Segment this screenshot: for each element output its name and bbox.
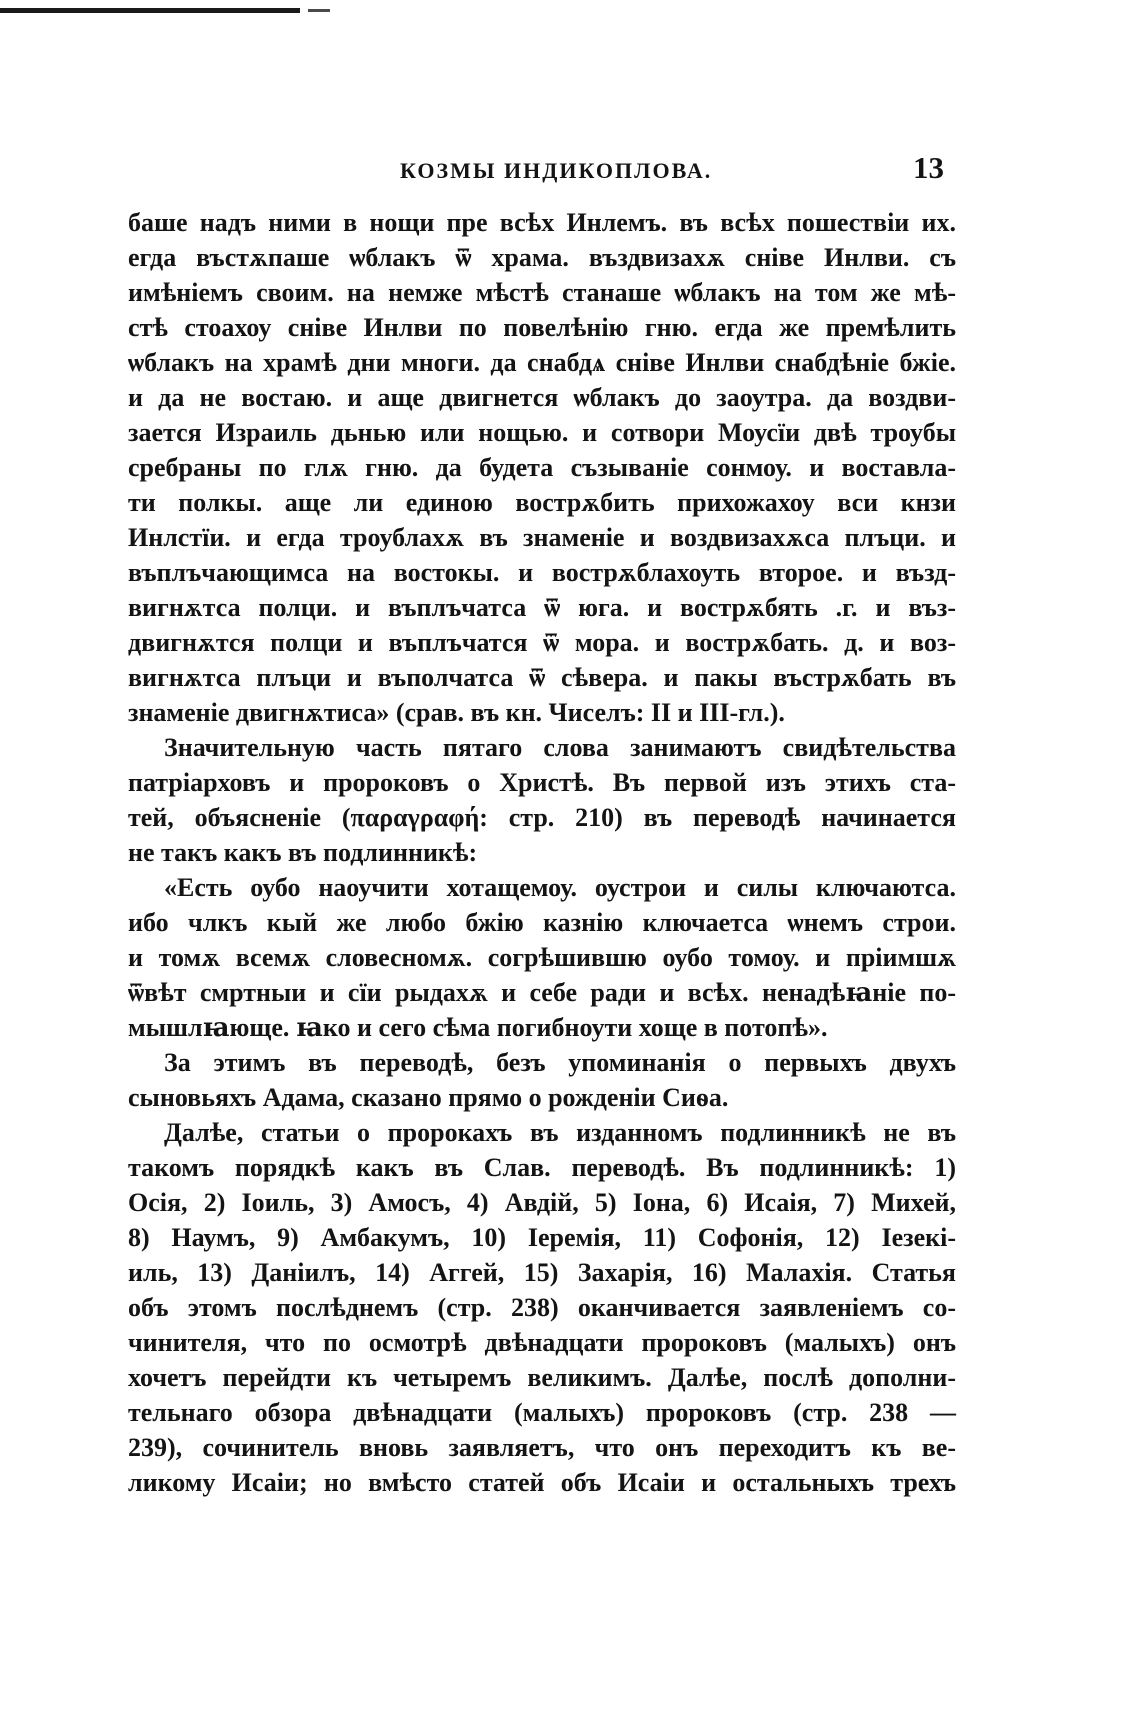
paragraph-quote-translation	[128, 870, 956, 1045]
paragraph-fifth-word	[128, 730, 956, 870]
text-line: чинителя, что по осмотрѣ двѣнадцати пророковъ (малыхъ) онъ	[128, 1328, 956, 1357]
text-line: и да не востаю. и аще двигнется ѡблакъ до заоутра. да воздви-	[128, 383, 956, 412]
text-line: сыновьяхъ Адама, сказано прямо о рожденіи Сиѳа.	[128, 1083, 729, 1112]
text-line: 8) Наумъ, 9) Амбакумъ, 10) Іеремія, 11) Софонія, 12) Іезекі-	[128, 1223, 956, 1252]
text-line: ти полкы. аще ли единою вострѫбить прихожахоу вси кнзи	[128, 488, 956, 517]
text-line: такомъ порядкѣ какъ въ Слав. переводѣ. Въ подлинникѣ: 1)	[128, 1153, 956, 1182]
text-line: зается Израиль дьнью или нощью. и сотвори Моусїи двѣ троубы	[128, 418, 956, 447]
text-line: патріарховъ и пророковъ о Христѣ. Въ первой изъ этихъ ста-	[128, 768, 956, 797]
text-line: иль, 13) Даніилъ, 14) Аггей, 15) Захарія, 16) Малахія. Статья	[128, 1258, 956, 1287]
text-line: стѣ стоахоу сніве Инлви по повелѣнію гню. егда же премѣлить	[128, 313, 956, 342]
text-line: не такъ какъ въ подлинникѣ:	[128, 838, 478, 867]
text-line: «Есть оубо наоучити хотащемоу. оустрои и силы ключаютса.	[164, 873, 956, 902]
text-line: За этимъ въ переводѣ, безъ упоминанія о первыхъ двухъ	[164, 1048, 956, 1077]
text-line: ликому Исаіи; но вмѣсто статей объ Исаіи и остальныхъ трехъ	[128, 1468, 956, 1497]
text-line: Инлстїи. и егда троублахѫ въ знаменіе и воздвизахѫса плъци. и	[128, 523, 956, 552]
text-line: егда въстѫпаше ѡблакъ ѿ храма. въздвизахѫ сніве Инлви. съ	[128, 243, 956, 272]
text-line: двигнѫтся полци и въплъчатся ѿ мора. и вострѫбать. д. и воз-	[128, 628, 956, 657]
page-header	[150, 150, 950, 190]
text-line: 239), сочинитель вновь заявляетъ, что онъ переходитъ къ ве-	[128, 1433, 956, 1462]
body-text	[128, 205, 956, 1500]
paragraph-quote-numbers	[128, 205, 956, 730]
text-line: ѡблакъ на храмѣ дни многи. да снабдѧ сніве Инлви снабдѣніе бжіе.	[128, 348, 956, 377]
text-line: имѣніемъ своим. на немже мѣстѣ станаше ѡблакъ на том же мѣ-	[128, 278, 956, 307]
text-line: сребраны по глѫ гню. да будета съзываніе сонмоу. и воставла-	[128, 453, 956, 482]
text-line: Осія, 2) Іоиль, 3) Амосъ, 4) Авдій, 5) Іона, 6) Исаія, 7) Михей,	[128, 1188, 956, 1217]
paragraph-seth	[128, 1045, 956, 1115]
text-line: хочетъ перейдти къ четыремъ великимъ. Далѣе, послѣ дополни-	[128, 1363, 956, 1392]
text-line: ѿвѣт смртныи и сїи рыдахѫ и себе ради и всѣх. ненадѣꙗніе по-	[128, 978, 956, 1007]
running-title: КОЗМЫ ИНДИКОПЛОВА.	[400, 158, 713, 183]
paragraph-prophets	[128, 1115, 956, 1500]
text-line: вигнѫтса плъци и въполчатса ѿ сѣвера. и пакы въстрѫбать въ	[128, 663, 956, 692]
text-line: и томѫ всемѫ словесномѫ. согрѣшившю оубо томоу. и пріимшѫ	[128, 943, 956, 972]
text-line: тельнаго обзора двѣнадцати (малыхъ) пророковъ (стр. 238 —	[128, 1398, 956, 1427]
text-line: въплъчающимса на востокы. и вострѫблахоуть второе. и възд-	[128, 558, 956, 587]
text-line: тей, объясненіе (παραγραφή: стр. 210) въ переводѣ начинается	[128, 803, 956, 832]
text-line: вигнѫтса полци. и въплъчатса ѿ юга. и вострѫбять .г. и въз-	[128, 593, 956, 622]
text-line: ибо члкъ кый же любо бжію казнію ключаетса ѡнемъ строи.	[128, 908, 956, 937]
text-line: объ этомъ послѣднемъ (стр. 238) оканчивается заявленіемъ со-	[128, 1293, 956, 1322]
text-line: баше надъ ними в нощи пре всѣх Инлемъ. въ всѣх пошествіи их.	[128, 208, 956, 237]
text-line: Далѣе, статьи о пророкахъ въ изданномъ подлинникѣ не въ	[164, 1118, 956, 1147]
text-line: знаменіе двигнѫтиса» (срав. въ кн. Чиселъ: II и III-гл.).	[128, 698, 785, 727]
text-line: Значительную часть пятаго слова занимаютъ свидѣтельства	[164, 733, 956, 762]
text-line: мышлꙗюще. ꙗко и сего сѣма погибноути хоще в потопѣ».	[128, 1013, 828, 1042]
top-rule	[0, 8, 300, 13]
page-number: 13	[913, 150, 944, 185]
top-rule-fragment	[308, 9, 330, 12]
